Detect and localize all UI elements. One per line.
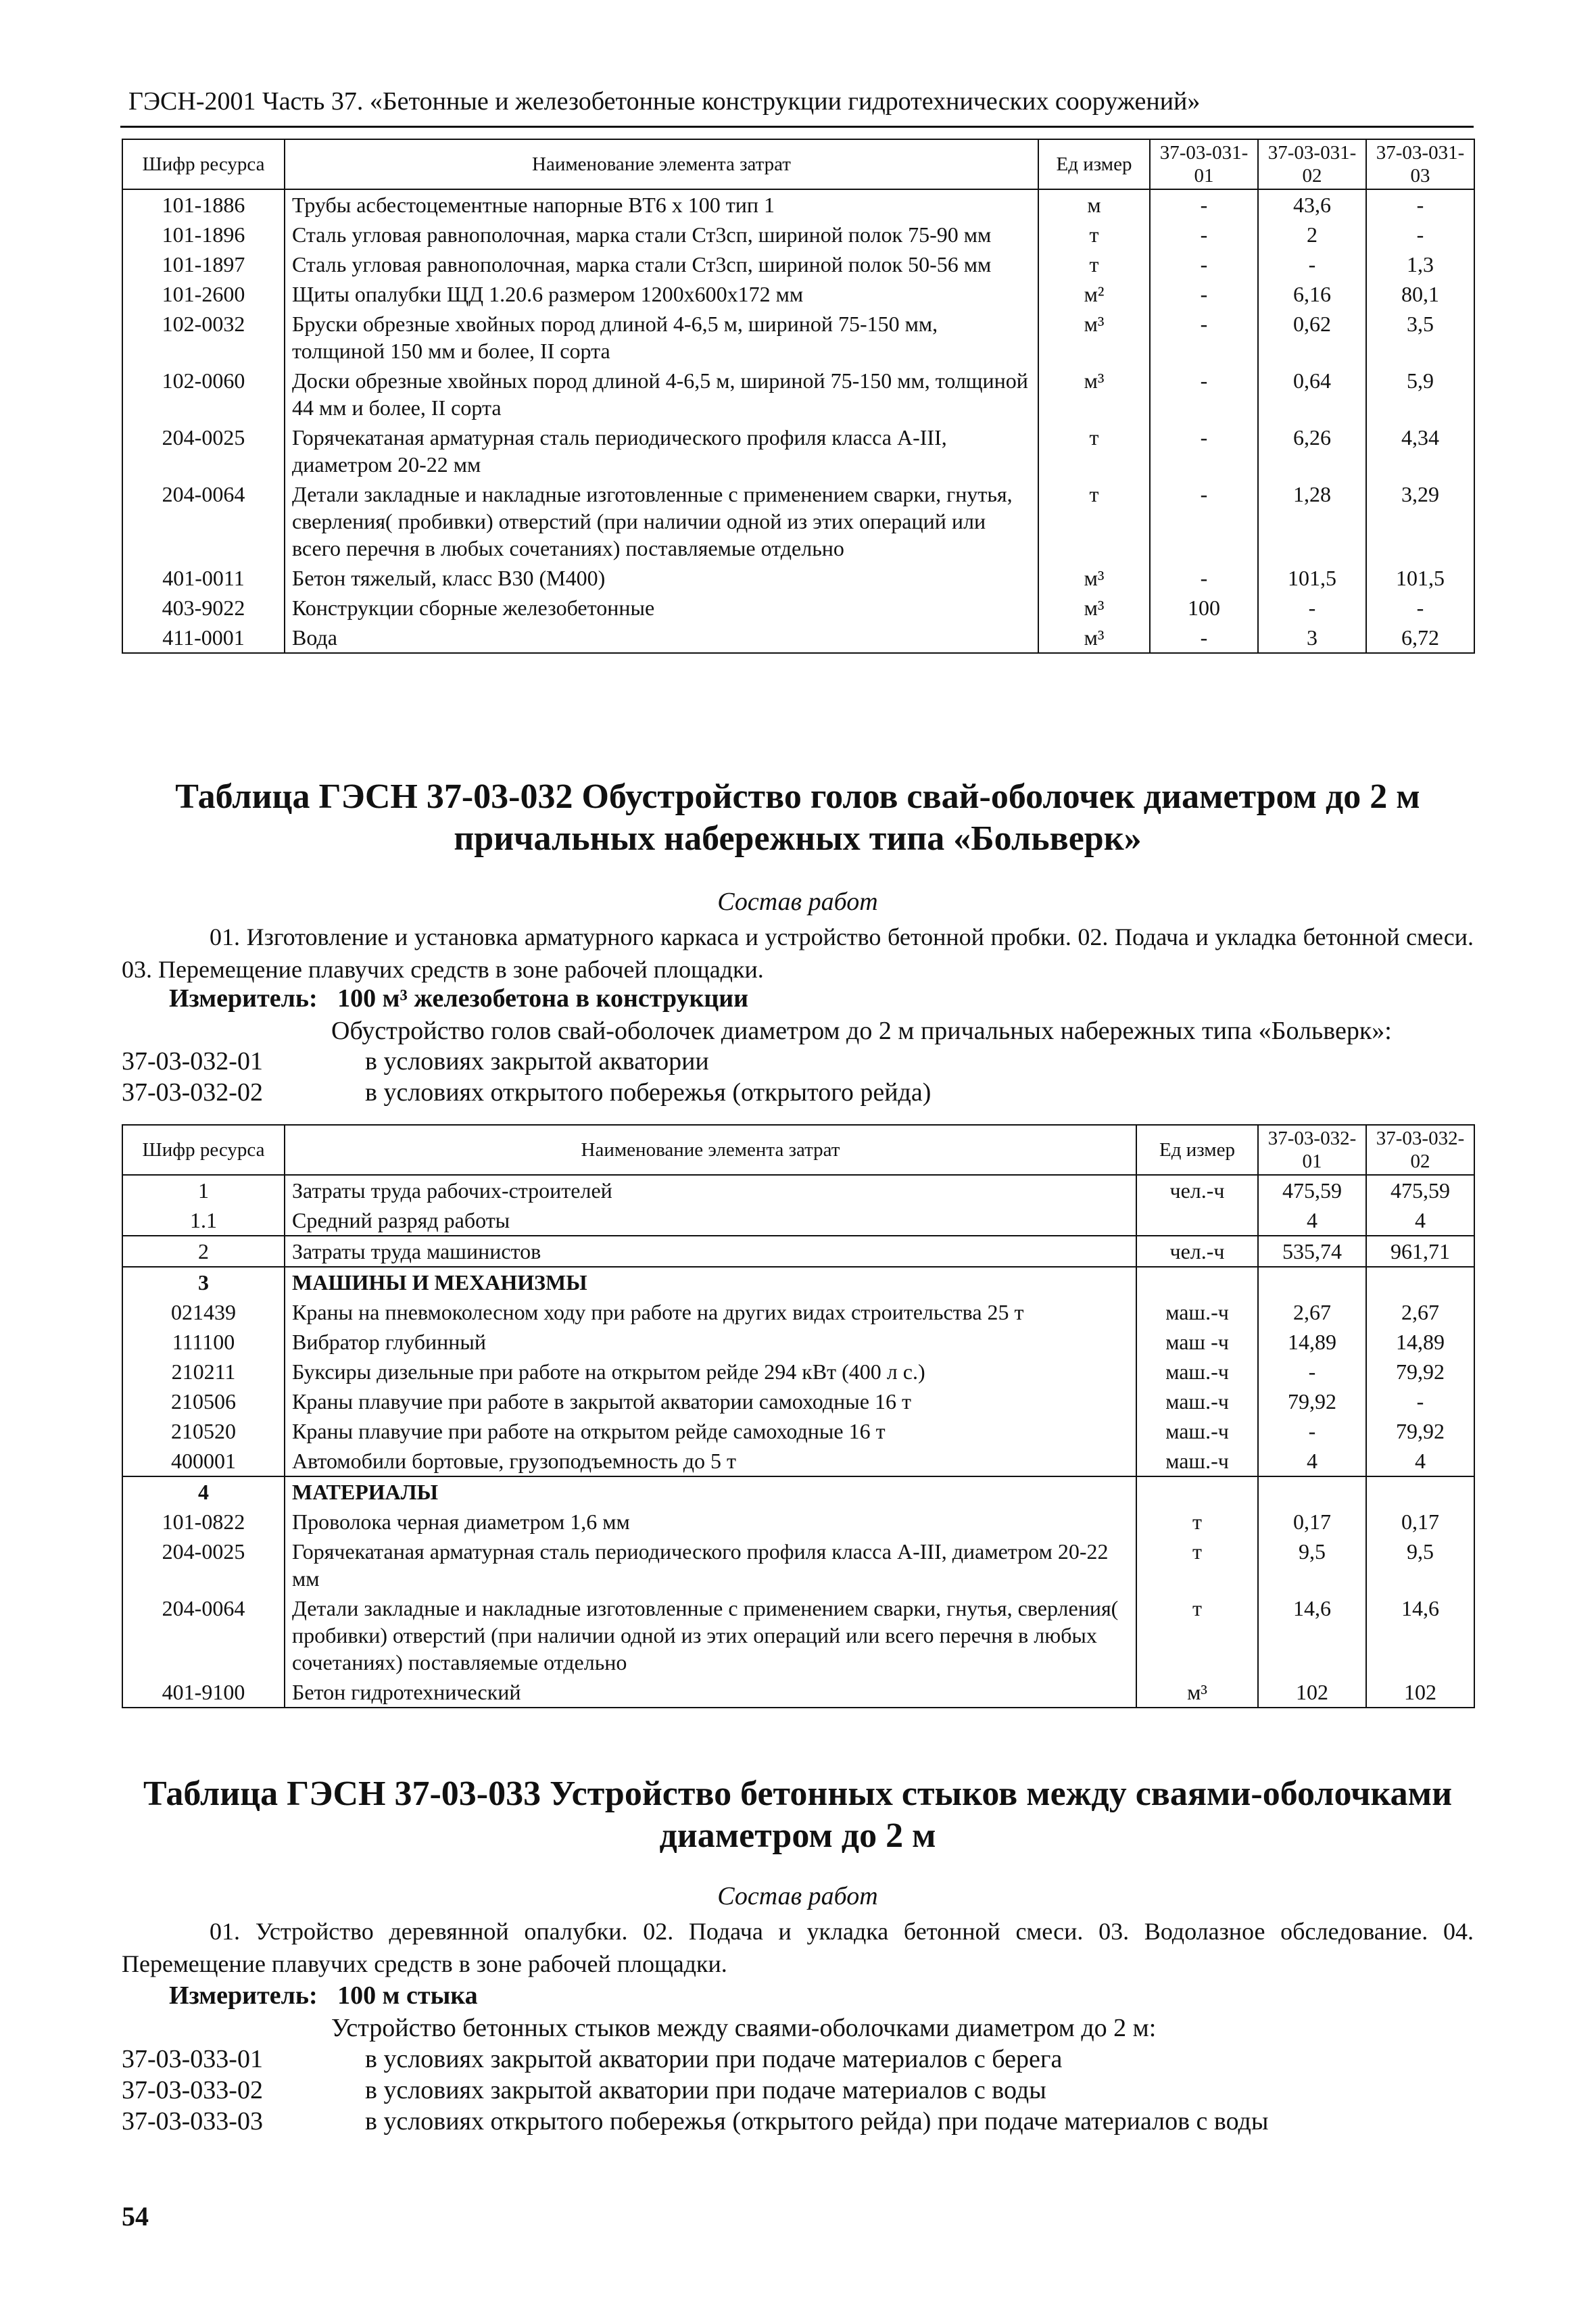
unit: маш.-ч — [1136, 1357, 1258, 1386]
norm-value: - — [1258, 249, 1366, 279]
norm-value: - — [1150, 479, 1258, 563]
unit: м — [1038, 189, 1150, 220]
norm-value: 3 — [1258, 623, 1366, 653]
norm-value: 0,17 — [1366, 1507, 1474, 1537]
group-description: Устройство бетонных стыков между сваями-оболочками диаметром до 2 м: — [331, 2014, 1157, 2042]
norm-value: - — [1150, 279, 1258, 309]
measure-line — [169, 984, 748, 1013]
cost-element-name: МАШИНЫ И МЕХАНИЗМЫ — [285, 1267, 1136, 1297]
resource-code: 204-0064 — [122, 1593, 285, 1677]
norm-value: 79,92 — [1366, 1416, 1474, 1446]
cost-element-name: Трубы асбестоцементные напорные ВТ6 х 100 тип 1 — [285, 189, 1038, 220]
norm-value: - — [1150, 366, 1258, 423]
norm-value: 6,16 — [1258, 279, 1366, 309]
table-row — [122, 1416, 1474, 1446]
table-row — [122, 1267, 1474, 1297]
unit: чел.-ч — [1136, 1175, 1258, 1205]
norm-value: - — [1150, 563, 1258, 593]
unit: маш -ч — [1136, 1327, 1258, 1357]
norm-value: 102 — [1366, 1677, 1474, 1708]
header-rule — [120, 126, 1474, 128]
norm-value: 475,59 — [1258, 1175, 1366, 1205]
table-row — [122, 1236, 1474, 1267]
table-row — [122, 423, 1474, 479]
page-number: 54 — [122, 2201, 149, 2231]
variant-code: 37-03-033-02 — [122, 2076, 263, 2104]
table-row — [122, 1386, 1474, 1416]
table-row — [122, 1507, 1474, 1537]
cost-element-name: Затраты труда машинистов — [285, 1236, 1136, 1267]
table-row — [122, 1297, 1474, 1327]
column-header: Наименование элемента затрат — [285, 139, 1038, 189]
work-composition-label: Состав работ — [717, 888, 878, 916]
resource-code: 401-9100 — [122, 1677, 285, 1708]
norm-value: - — [1366, 1386, 1474, 1416]
unit: м³ — [1136, 1677, 1258, 1708]
norm-value — [1258, 1476, 1366, 1507]
table-row — [122, 1476, 1474, 1507]
norm-value: - — [1258, 1357, 1366, 1386]
cost-element-name: МАТЕРИАЛЫ — [285, 1476, 1136, 1507]
unit: т — [1136, 1537, 1258, 1593]
norm-value: 4,34 — [1366, 423, 1474, 479]
norm-value: - — [1366, 593, 1474, 623]
resource-code: 3 — [122, 1267, 285, 1297]
norm-value: 4 — [1258, 1446, 1366, 1476]
resource-code: 2 — [122, 1236, 285, 1267]
table-title-033: Таблица ГЭСН 37-03-033 Устройство бетонных стыков между сваями-оболочками диаметром до 2 м — [143, 1775, 1453, 1855]
norm-value: 1,28 — [1258, 479, 1366, 563]
norm-value: 961,71 — [1366, 1236, 1474, 1267]
table-title-032: Таблица ГЭСН 37-03-032 Обустройство голов свай-оболочек диаметром до 2 м причальных набережных типа «Больверк» — [175, 777, 1420, 858]
unit: м³ — [1038, 366, 1150, 423]
column-header: 37-03-031-02 — [1258, 139, 1366, 189]
cost-element-name: Горячекатаная арматурная сталь периодического профиля класса А-III, диаметром 20-22 мм — [285, 423, 1038, 479]
table-row — [122, 220, 1474, 249]
cost-element-name: Сталь угловая равнополочная, марка стали Ст3сп, шириной полок 50-56 мм — [285, 249, 1038, 279]
norm-value: 43,6 — [1258, 189, 1366, 220]
table-row — [122, 1677, 1474, 1708]
norm-value: 535,74 — [1258, 1236, 1366, 1267]
table-row — [122, 309, 1474, 366]
unit — [1136, 1267, 1258, 1297]
resource-code: 210211 — [122, 1357, 285, 1386]
variant-code: 37-03-032-02 — [122, 1078, 263, 1107]
cost-element-name: Конструкции сборные железобетонные — [285, 593, 1038, 623]
resource-table-032 — [122, 1124, 1475, 1708]
unit: т — [1038, 423, 1150, 479]
cost-element-name: Щиты опалубки ЩД 1.20.6 размером 1200х600х172 мм — [285, 279, 1038, 309]
norm-value: 14,89 — [1258, 1327, 1366, 1357]
table-row — [122, 366, 1474, 423]
unit: маш.-ч — [1136, 1416, 1258, 1446]
norm-value: 0,62 — [1258, 309, 1366, 366]
resource-code: 1 — [122, 1175, 285, 1205]
norm-value: 100 — [1150, 593, 1258, 623]
norm-value — [1258, 1267, 1366, 1297]
column-header: Ед измер — [1136, 1125, 1258, 1175]
variant-text: в условиях открытого побережья (открытого рейда) при подаче материалов с воды — [365, 2107, 1269, 2136]
norm-value: 79,92 — [1258, 1386, 1366, 1416]
resource-code: 204-0025 — [122, 1537, 285, 1593]
norm-value: 9,5 — [1258, 1537, 1366, 1593]
resource-code: 102-0032 — [122, 309, 285, 366]
norm-value — [1366, 1476, 1474, 1507]
unit: м³ — [1038, 623, 1150, 653]
variant-text: в условиях открытого побережья (открытого рейда) — [365, 1078, 932, 1107]
norm-value: - — [1150, 249, 1258, 279]
norm-value: - — [1150, 309, 1258, 366]
norm-value: - — [1366, 220, 1474, 249]
cost-element-name: Бетон тяжелый, класс В30 (М400) — [285, 563, 1038, 593]
variant-row — [122, 2075, 1046, 2105]
cost-element-name: Бетон гидротехнический — [285, 1677, 1136, 1708]
variant-row — [122, 1046, 709, 1076]
cost-element-name: Затраты труда рабочих-строителей — [285, 1175, 1136, 1205]
cost-element-name: Проволока черная диаметром 1,6 мм — [285, 1507, 1136, 1537]
unit: т — [1038, 479, 1150, 563]
norm-value: 101,5 — [1366, 563, 1474, 593]
unit: маш.-ч — [1136, 1446, 1258, 1476]
table-row — [122, 1446, 1474, 1476]
table-row — [122, 1357, 1474, 1386]
unit: т — [1136, 1507, 1258, 1537]
table-row — [122, 1593, 1474, 1677]
unit: м² — [1038, 279, 1150, 309]
table-row — [122, 189, 1474, 220]
unit: м³ — [1038, 593, 1150, 623]
norm-value: 2,67 — [1366, 1297, 1474, 1327]
table-row — [122, 563, 1474, 593]
variant-code: 37-03-033-01 — [122, 2045, 263, 2073]
table-row — [122, 1327, 1474, 1357]
norm-value: 4 — [1366, 1205, 1474, 1236]
norm-value: 5,9 — [1366, 366, 1474, 423]
unit: т — [1136, 1593, 1258, 1677]
norm-value: 6,72 — [1366, 623, 1474, 653]
resource-code: 400001 — [122, 1446, 285, 1476]
measure-line — [169, 1981, 478, 2010]
norm-value: 102 — [1258, 1677, 1366, 1708]
resource-code: 111100 — [122, 1327, 285, 1357]
column-header: Шифр ресурса — [122, 139, 285, 189]
norm-value: - — [1258, 1416, 1366, 1446]
column-header: Наименование элемента затрат — [285, 1125, 1136, 1175]
unit: маш.-ч — [1136, 1386, 1258, 1416]
work-composition-label: Состав работ — [717, 1882, 878, 1910]
resource-code: 101-1896 — [122, 220, 285, 249]
work-composition-text: 01. Устройство деревянной опалубки. 02. Подача и укладка бетонной смеси. 03. Водолазное обследование. 04. Перемещение плавучих средств в зоне рабочей площадки. — [122, 1918, 1474, 1977]
measure-label: Измеритель: — [169, 984, 318, 1013]
variant-text: в условиях закрытой акватории при подаче материалов с воды — [365, 2076, 1046, 2104]
measure-value: 100 м³ железобетона в конструкции — [337, 984, 749, 1013]
resource-code: 101-1897 — [122, 249, 285, 279]
variant-code: 37-03-033-03 — [122, 2107, 263, 2136]
cost-element-name: Краны плавучие при работе на открытом рейде самоходные 16 т — [285, 1416, 1136, 1446]
resource-code: 021439 — [122, 1297, 285, 1327]
norm-value: - — [1150, 220, 1258, 249]
cost-element-name: Доски обрезные хвойных пород длиной 4-6,5 м, шириной 75-150 мм, толщиной 44 мм и более, II сорта — [285, 366, 1038, 423]
norm-value: - — [1150, 623, 1258, 653]
cost-element-name: Горячекатаная арматурная сталь периодического профиля класса А-III, диаметром 20-22 мм — [285, 1537, 1136, 1593]
unit: чел.-ч — [1136, 1236, 1258, 1267]
resource-code: 1.1 — [122, 1205, 285, 1236]
column-header: 37-03-032-01 — [1258, 1125, 1366, 1175]
norm-value: 1,3 — [1366, 249, 1474, 279]
column-header: Шифр ресурса — [122, 1125, 285, 1175]
table-header-row — [122, 139, 1474, 189]
table-row — [122, 1205, 1474, 1236]
norm-value: 6,26 — [1258, 423, 1366, 479]
cost-element-name: Детали закладные и накладные изготовленные с применением сварки, гнутья, сверления( пробивки) отверстий (при наличии одной из этих операций или всего перечня в любых сочетаниях) поставляемые отдельно — [285, 479, 1038, 563]
group-description: Обустройство голов свай-оболочек диаметром до 2 м причальных набережных типа «Больверк»: — [331, 1017, 1392, 1045]
unit: т — [1038, 249, 1150, 279]
cost-element-name: Автомобили бортовые, грузоподъемность до 5 т — [285, 1446, 1136, 1476]
unit: м³ — [1038, 563, 1150, 593]
resource-code: 102-0060 — [122, 366, 285, 423]
variant-text: в условиях закрытой акватории — [365, 1047, 709, 1076]
cost-element-name: Буксиры дизельные при работе на открытом рейде 294 кВт (400 л с.) — [285, 1357, 1136, 1386]
variant-row — [122, 2106, 1268, 2136]
norm-value: 14,89 — [1366, 1327, 1474, 1357]
norm-value: 3,5 — [1366, 309, 1474, 366]
resource-table-031 — [122, 139, 1475, 654]
resource-code: 210506 — [122, 1386, 285, 1416]
norm-value: 0,17 — [1258, 1507, 1366, 1537]
cost-element-name: Средний разряд работы — [285, 1205, 1136, 1236]
unit: маш.-ч — [1136, 1297, 1258, 1327]
table-row — [122, 279, 1474, 309]
resource-code: 101-2600 — [122, 279, 285, 309]
resource-code: 204-0064 — [122, 479, 285, 563]
norm-value: 14,6 — [1258, 1593, 1366, 1677]
cost-element-name: Детали закладные и накладные изготовленные с применением сварки, гнутья, сверления( пробивки) отверстий (при наличии одной из этих операций или всего перечня в любых сочетаниях) поставляемые отдельно — [285, 1593, 1136, 1677]
norm-value: - — [1150, 423, 1258, 479]
running-header: ГЭСН-2001 Часть 37. «Бетонные и железобетонные конструкции гидротехнических сооружений» — [128, 87, 1201, 116]
cost-element-name: Вибратор глубинный — [285, 1327, 1136, 1357]
norm-value: 2,67 — [1258, 1297, 1366, 1327]
norm-value: - — [1366, 189, 1474, 220]
measure-value: 100 м стыка — [337, 1981, 478, 2010]
variant-text: в условиях закрытой акватории при подаче материалов с берега — [365, 2045, 1063, 2073]
table-row — [122, 593, 1474, 623]
cost-element-name: Сталь угловая равнополочная, марка стали Ст3сп, шириной полок 75-90 мм — [285, 220, 1038, 249]
norm-value: 80,1 — [1366, 279, 1474, 309]
table-row — [122, 623, 1474, 653]
unit — [1136, 1205, 1258, 1236]
variant-row — [122, 2044, 1062, 2074]
table-row — [122, 479, 1474, 563]
resource-code: 204-0025 — [122, 423, 285, 479]
resource-code: 101-1886 — [122, 189, 285, 220]
norm-value: 475,59 — [1366, 1175, 1474, 1205]
resource-code: 101-0822 — [122, 1507, 285, 1537]
norm-value: 4 — [1366, 1446, 1474, 1476]
norm-value — [1366, 1267, 1474, 1297]
norm-value: 101,5 — [1258, 563, 1366, 593]
variant-row — [122, 1078, 931, 1107]
cost-element-name: Краны плавучие при работе в закрытой акватории самоходные 16 т — [285, 1386, 1136, 1416]
table-row — [122, 249, 1474, 279]
norm-value: 79,92 — [1366, 1357, 1474, 1386]
resource-code: 403-9022 — [122, 593, 285, 623]
resource-code: 210520 — [122, 1416, 285, 1446]
column-header: 37-03-032-02 — [1366, 1125, 1474, 1175]
unit — [1136, 1476, 1258, 1507]
table-header-row — [122, 1125, 1474, 1175]
variant-code: 37-03-032-01 — [122, 1047, 263, 1076]
resource-code: 401-0011 — [122, 563, 285, 593]
norm-value: 3,29 — [1366, 479, 1474, 563]
column-header: Ед измер — [1038, 139, 1150, 189]
norm-value: - — [1150, 189, 1258, 220]
norm-value: 9,5 — [1366, 1537, 1474, 1593]
unit: т — [1038, 220, 1150, 249]
cost-element-name: Бруски обрезные хвойных пород длиной 4-6,5 м, шириной 75-150 мм, толщиной 150 мм и более, II сорта — [285, 309, 1038, 366]
table-row — [122, 1537, 1474, 1593]
column-header: 37-03-031-01 — [1150, 139, 1258, 189]
norm-value: 0,64 — [1258, 366, 1366, 423]
table-row — [122, 1175, 1474, 1205]
norm-value: - — [1258, 593, 1366, 623]
measure-label: Измеритель: — [169, 1981, 318, 2010]
resource-code: 411-0001 — [122, 623, 285, 653]
work-composition-text: 01. Изготовление и установка арматурного каркаса и устройство бетонной пробки. 02. Подача и укладка бетонной смеси. 03. Перемещение плавучих средств в зоне рабочей площадки. — [122, 923, 1474, 983]
resource-code: 4 — [122, 1476, 285, 1507]
norm-value: 14,6 — [1366, 1593, 1474, 1677]
unit: м³ — [1038, 309, 1150, 366]
norm-value: 2 — [1258, 220, 1366, 249]
column-header: 37-03-031-03 — [1366, 139, 1474, 189]
cost-element-name: Краны на пневмоколесном ходу при работе на других видах строительства 25 т — [285, 1297, 1136, 1327]
cost-element-name: Вода — [285, 623, 1038, 653]
norm-value: 4 — [1258, 1205, 1366, 1236]
